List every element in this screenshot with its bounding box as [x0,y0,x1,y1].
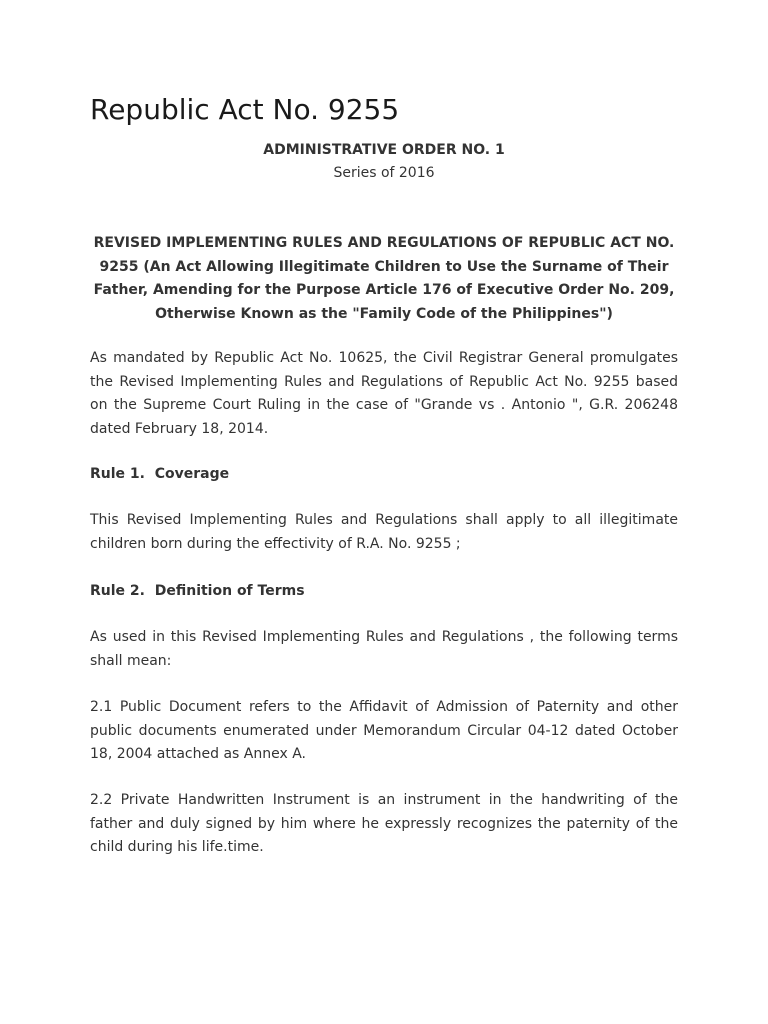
document-title: Republic Act No. 9255 [90,93,400,126]
definition-2-2: 2.2 Private Handwritten Instrument is an instrument in the handwriting of the father and duly signed by him where he expressly recognizes the paternity of the child during his life.time. [90,792,678,855]
administrative-order-number: ADMINISTRATIVE ORDER NO. 1 [263,142,505,158]
rules-heading: REVISED IMPLEMENTING RULES AND REGULATIONS OF REPUBLIC ACT NO. 9255 (An Act Allowing Illegitimate Children to Use the Surname of Their Father, Amending for the Purpose Article 176 of Executive Order No. 209, Otherwise Known as the "Family Code of the Philippines") [93,235,675,322]
rule-1-body: This Revised Implementing Rules and Regulations shall apply to all illegitimate children born during the effectivity of R.A. No. 9255 ; [90,512,678,552]
rule-1-title: Coverage [154,466,230,482]
definition-2-1: 2.1 Public Document refers to the Affidavit of Admission of Paternity and other public documents enumerated under Memorandum Circular 04-12 dated October 18, 2004 attached as Annex A. [90,699,678,762]
rule-1-label: Rule 1 [90,466,140,482]
series-year: Series of 2016 [333,165,435,181]
rule-2-heading: Rule 2. Definition of Terms [90,583,305,599]
rule-2-body: As used in this Revised Implementing Rules and Regulations , the following terms shall mean: [90,629,678,669]
intro-paragraph: As mandated by Republic Act No. 10625, the Civil Registrar General promulgates the Revised Implementing Rules and Regulations of Republic Act No. 9255 based on the Supreme Court Ruling in the case of "Grande vs . Antonio ", G.R. 206248 dated February 18, 2014. [90,350,678,437]
rule-1-heading: Rule 1. Coverage [90,466,230,482]
rule-2-label: Rule 2 [90,583,140,599]
rule-2-title: Definition of Terms [154,583,305,599]
